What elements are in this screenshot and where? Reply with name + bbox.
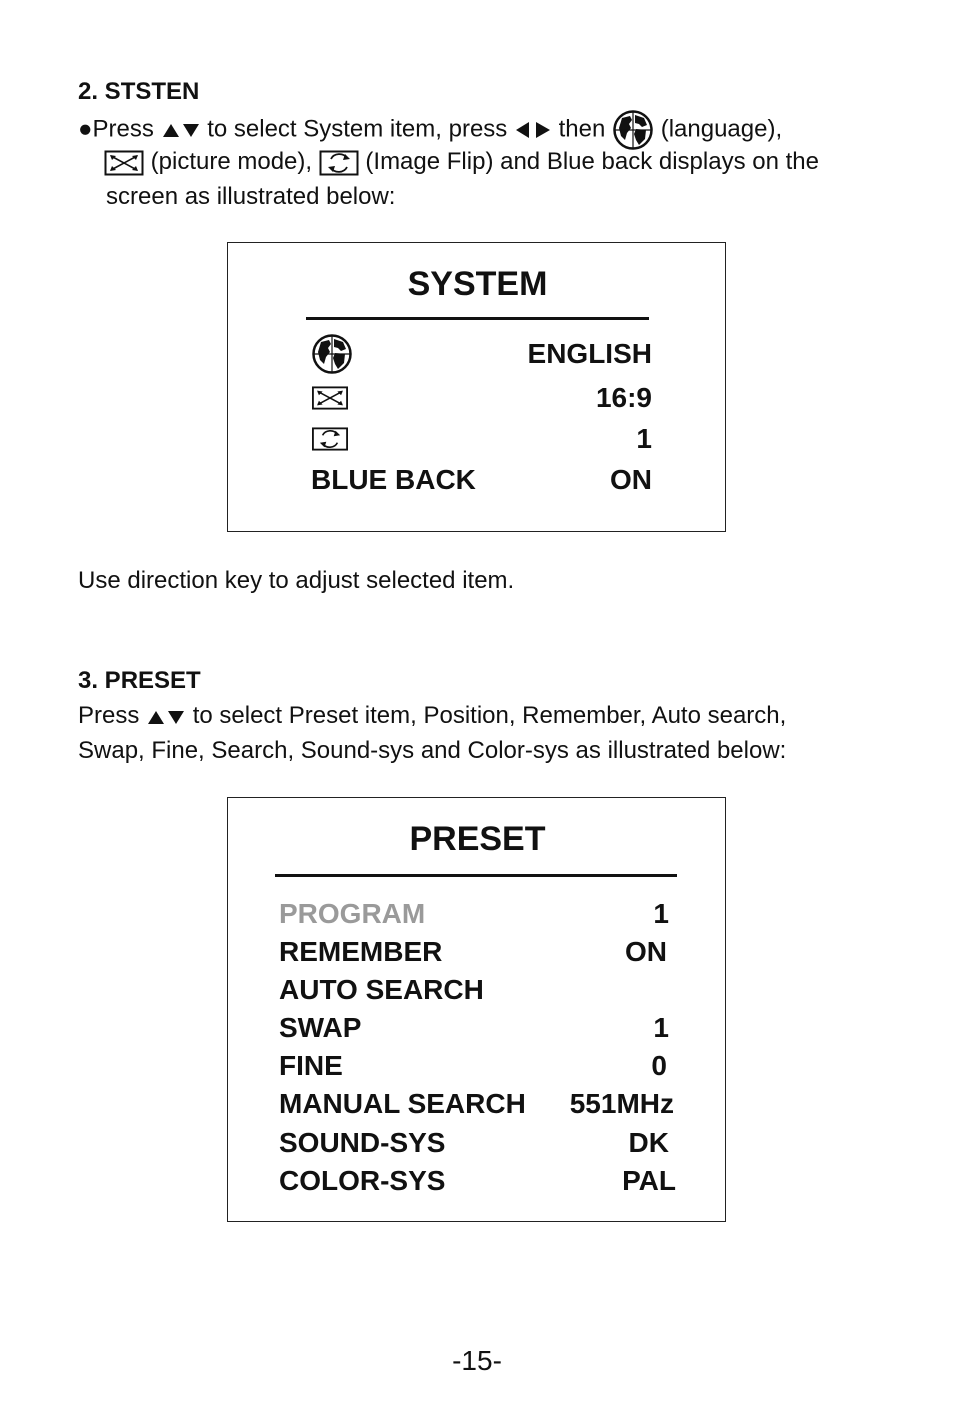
fine-value: 0	[651, 1050, 667, 1081]
remember-value: ON	[625, 936, 667, 967]
system-instruction-line-2	[104, 144, 819, 179]
system-section-heading: 2. STSTEN	[78, 78, 200, 105]
preset-menu-title: PRESET	[409, 820, 546, 858]
system-row-picture-mode	[311, 382, 652, 416]
language-value: ENGLISH	[527, 338, 652, 369]
preset-row-program	[279, 898, 676, 932]
picture-mode-icon	[104, 150, 144, 176]
then-text: then	[558, 115, 606, 143]
up-down-arrows-icon	[161, 122, 201, 138]
system-menu-box	[227, 242, 726, 532]
picture-mode-value: 16:9	[595, 382, 652, 413]
preset-row-remember	[279, 936, 676, 970]
blue-back-value: ON	[610, 464, 652, 495]
adjust-note: Use direction key to adjust selected item.	[78, 567, 515, 594]
picture-mode-icon	[311, 386, 349, 410]
blue-back-label: BLUE BACK	[311, 464, 476, 495]
preset-row-manual-search	[279, 1088, 676, 1122]
swap-value: 1	[653, 1012, 669, 1043]
sound-sys-value: DK	[628, 1127, 669, 1158]
system-menu-title: SYSTEM	[407, 265, 548, 303]
image-flip-value: 1	[636, 423, 652, 454]
press-text: Press	[92, 115, 154, 143]
select-preset-text: to select Preset item, Position, Remember, Auto search,	[192, 702, 787, 729]
bullet: ●	[78, 115, 93, 143]
sound-sys-label: SOUND-SYS	[279, 1127, 446, 1158]
image-flip-icon	[311, 427, 349, 451]
preset-menu-box	[227, 797, 726, 1222]
swap-label: SWAP	[279, 1012, 362, 1043]
system-menu-divider	[306, 317, 649, 320]
press-text: Press	[78, 702, 140, 729]
color-sys-value: PAL	[622, 1165, 676, 1196]
globe-icon	[311, 333, 353, 375]
image-flip-text: (Image Flip) and Blue back displays on the	[365, 148, 819, 175]
system-row-image-flip	[311, 423, 652, 457]
manual-search-label: MANUAL SEARCH	[279, 1088, 526, 1119]
system-row-blue-back	[311, 464, 652, 498]
system-row-language	[311, 338, 652, 372]
image-flip-icon	[319, 150, 359, 176]
preset-row-color-sys	[279, 1165, 676, 1199]
preset-row-swap	[279, 1012, 676, 1046]
preset-instruction-line-2: Swap, Fine, Search, Sound-sys and Color-sys as illustrated below:	[78, 737, 787, 764]
color-sys-label: COLOR-SYS	[279, 1165, 446, 1196]
preset-menu-divider	[275, 874, 677, 877]
system-instruction-line-3: screen as illustrated below:	[106, 183, 396, 210]
select-system-text: to select System item, press	[207, 115, 508, 143]
picture-mode-text: (picture mode),	[150, 148, 313, 175]
preset-row-sound-sys	[279, 1127, 676, 1161]
language-text: (language),	[660, 115, 783, 143]
remember-label: REMEMBER	[279, 936, 443, 967]
preset-instruction-line-1	[78, 698, 786, 733]
program-label: PROGRAM	[279, 898, 426, 929]
preset-row-auto-search	[279, 974, 676, 1008]
auto-search-label: AUTO SEARCH	[279, 974, 484, 1005]
left-right-arrows-icon	[514, 121, 552, 139]
manual-search-value: 551MHz	[569, 1088, 674, 1119]
preset-row-fine	[279, 1050, 676, 1084]
program-value: 1	[653, 898, 669, 929]
fine-label: FINE	[279, 1050, 343, 1081]
page-number: -15-	[452, 1345, 502, 1376]
preset-section-heading: 3. PRESET	[78, 667, 201, 694]
up-down-arrows-icon	[146, 709, 186, 725]
